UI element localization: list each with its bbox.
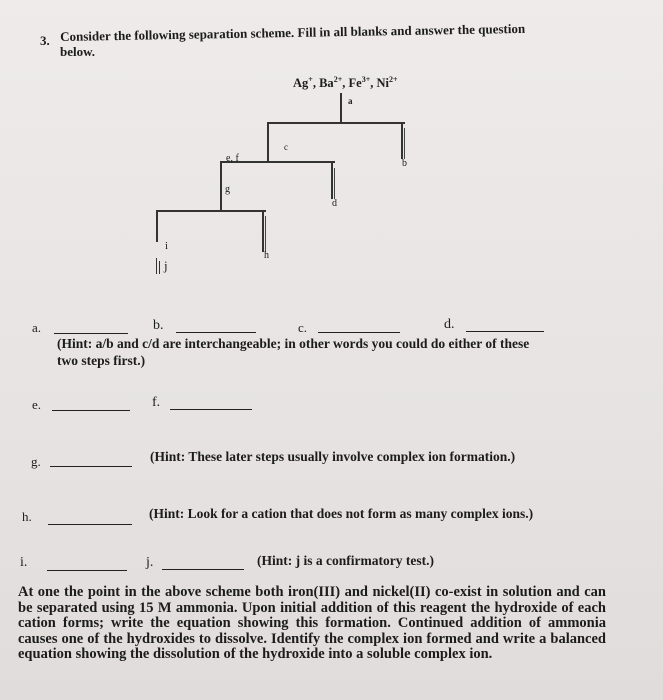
branch-d xyxy=(331,161,333,199)
blank-b-label: b. xyxy=(153,318,164,333)
blank-e-label: e. xyxy=(32,397,42,412)
label-j: j xyxy=(164,258,168,273)
branch-b-precip xyxy=(404,128,405,159)
branch-b xyxy=(401,122,403,159)
label-g: g xyxy=(225,184,230,195)
blank-d-label: d. xyxy=(444,317,455,332)
label-b: b xyxy=(402,158,407,169)
hint-j: (Hint: j is a confirmatory test.) xyxy=(257,553,434,568)
blank-g-label: g. xyxy=(31,454,41,469)
final-question-paragraph: At one the point in the above scheme both iron(III) and nickel(II) co-exist in solution and can be separated using 15 M ammonia. Upon initial addition of this reagent the hydroxide of each cation forms; write the equation showing this formation. Continued addition of ammonia causes one of the hydroxides to dissolve. Identify the complex ion formed and write a balanced equation showing the dissolution of the hydroxide into a soluble complex ion. xyxy=(18,584,606,663)
question-text-line1: Consider the following separation scheme. Fill in all blanks and answer the question xyxy=(60,20,526,44)
label-h: h xyxy=(264,250,269,261)
blank-j[interactable] xyxy=(162,569,244,570)
blank-i[interactable] xyxy=(47,570,127,571)
label-i: i xyxy=(165,240,169,252)
question-number: 3. xyxy=(40,33,50,48)
blank-c-label: c. xyxy=(298,320,308,335)
label-c: c xyxy=(284,142,288,152)
branch-h xyxy=(262,210,264,252)
blank-f-label: f. xyxy=(152,395,161,410)
blank-c[interactable] xyxy=(318,332,400,333)
blank-j-label: j. xyxy=(146,555,154,570)
hint-h: (Hint: Look for a cation that does not form as many complex ions.) xyxy=(149,506,534,521)
blank-a[interactable] xyxy=(54,333,128,334)
label-ef: e, f xyxy=(226,153,239,164)
hint-g: (Hint: These later steps usually involve complex ion formation.) xyxy=(150,449,516,464)
ion-list: Ag+, $Ba^{2+}$, $Fe^{3+}$, $Ni^{2+}$ xyxy=(293,75,398,91)
blank-g[interactable] xyxy=(50,466,132,467)
split-gh xyxy=(156,210,266,212)
blank-i-label: i. xyxy=(20,555,28,570)
stem-a xyxy=(340,93,342,123)
blank-d[interactable] xyxy=(466,331,544,332)
blank-b[interactable] xyxy=(176,332,256,333)
stem-g xyxy=(220,161,222,211)
blank-f[interactable] xyxy=(170,409,252,410)
hint-ab-cd-2: two steps first.) xyxy=(57,353,146,368)
stem-j xyxy=(156,258,157,274)
split-ab xyxy=(267,122,405,124)
branch-d-precip xyxy=(334,168,335,199)
question-text-line2: below. xyxy=(60,44,96,59)
stem-c xyxy=(267,122,269,162)
stem-j-precip xyxy=(159,261,160,274)
hint-ab-cd: (Hint: a/b and c/d are interchangeable; in other words you could do either of these xyxy=(57,336,530,351)
stem-i xyxy=(156,210,158,242)
branch-h-precip xyxy=(265,216,266,252)
blank-h-label: h. xyxy=(22,509,32,524)
label-a: a xyxy=(348,96,353,106)
blank-e[interactable] xyxy=(52,410,130,411)
blank-h[interactable] xyxy=(48,524,132,525)
label-d: d xyxy=(332,198,337,209)
blank-a-label: a. xyxy=(32,320,42,335)
